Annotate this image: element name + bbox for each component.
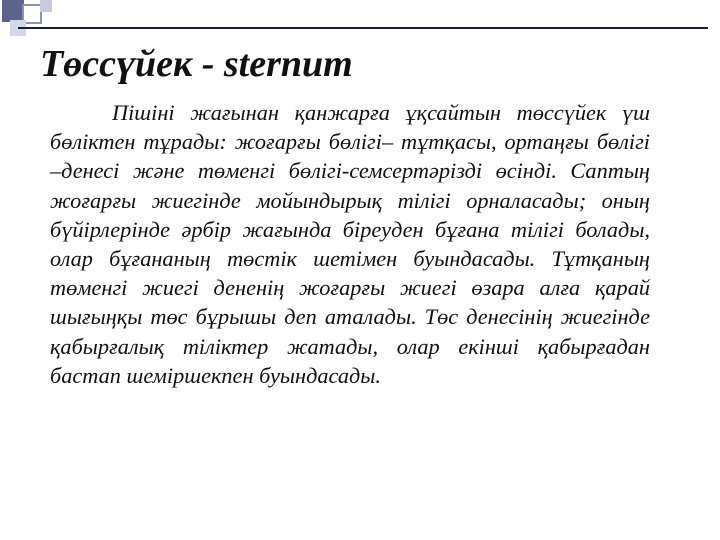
decor-square-small [40, 0, 52, 12]
decor-square-dark [2, 0, 24, 22]
slide-body-text: Пішіні жағынан қанжарға ұқсайтын төссүйек үш бөліктен тұрады: жоғарғы бөлігі– тұтқасы, ортаңғы бөлігі –денесі және төменгі бөлігі-семсертәрізді өсінді. Саптың жоғарғы жиегінде мойындырық тілігі орналасады; оның бүйірлерінде әрбір жағында біреуден бұғана тілігі болады, олар бұғананың төстік шетімен буындасады. Тұтқаның төменгі жиегі дененің жоғарғы жиегі өзара алға қарай шығыңқы төс бұрышы деп аталады. Төс денесінің жиегінде қабырғалық тіліктер жатады, олар екінші қабырғадан бастап шеміршекпен буындасады. [50, 100, 650, 388]
slide-title: Төссүйек - sternum [40, 43, 353, 85]
title-rule [18, 27, 708, 29]
